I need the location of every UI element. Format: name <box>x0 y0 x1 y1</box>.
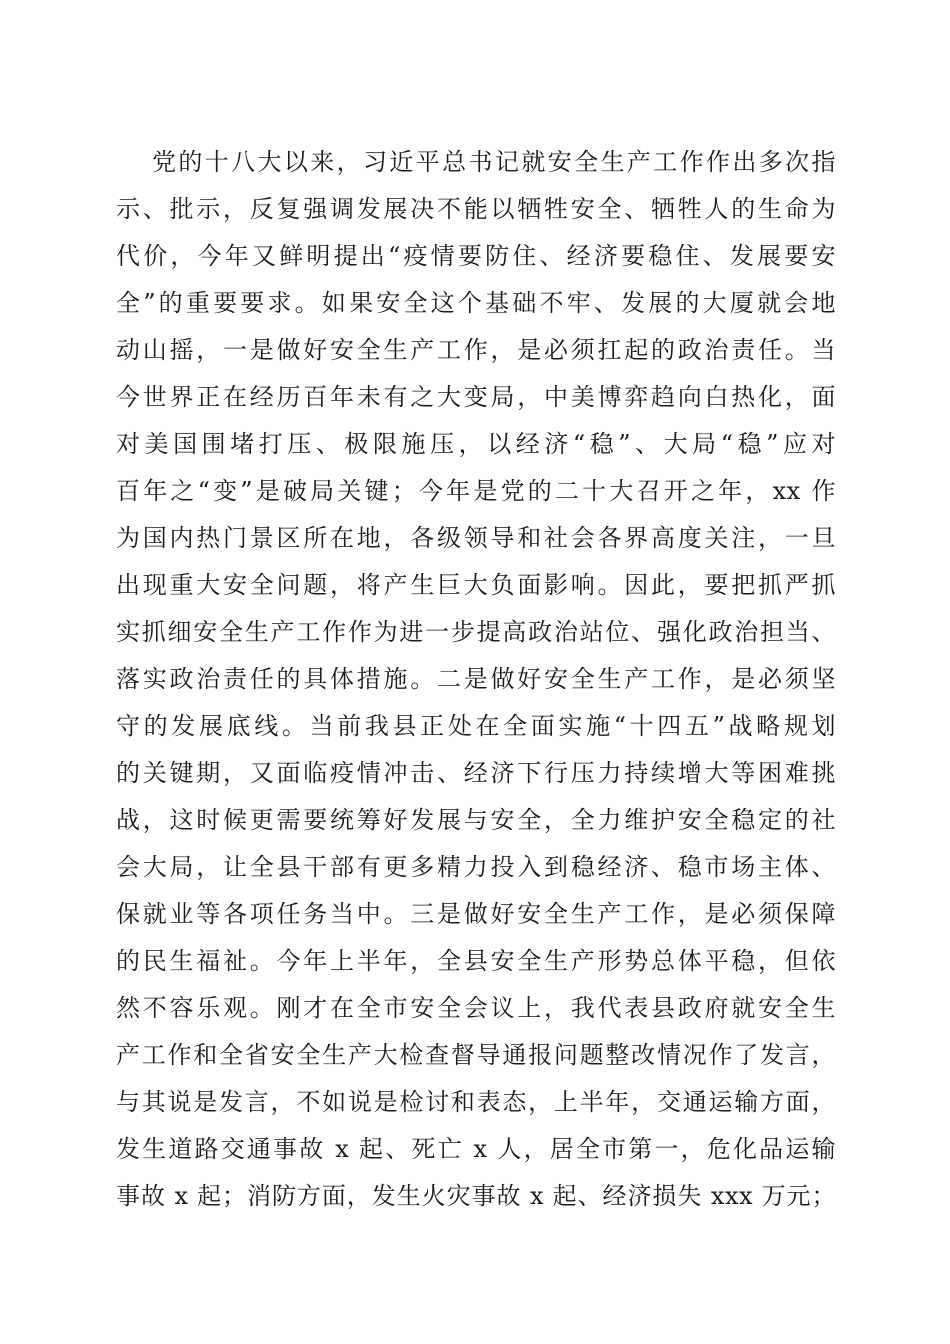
paragraph-line-23: 事故 x 起；消防方面，发生火灾事故 x 起、经济损失 xxx 万元； <box>116 1182 836 1210</box>
paragraph-line-15: 战，这时候更需要统筹好发展与安全，全力维护安全稳定的社 <box>116 806 836 834</box>
paragraph-line-6: 今世界正在经历百年未有之大变局，中美博弈趋向白热化，面 <box>116 383 836 411</box>
paragraph-line-11: 实抓细安全生产工作作为进一步提高政治站位、强化政治担当、 <box>116 618 836 646</box>
paragraph-line-12: 落实政治责任的具体措施。二是做好安全生产工作，是必须坚 <box>116 665 836 693</box>
paragraph-line-9: 为国内热门景区所在地，各级领导和社会各界高度关注，一旦 <box>116 524 836 552</box>
paragraph-line-19: 然不容乐观。刚才在全市安全会议上，我代表县政府就安全生 <box>116 994 836 1022</box>
paragraph-line-20: 产工作和全省安全生产大检查督导通报问题整改情况作了发言， <box>116 1041 836 1069</box>
paragraph-line-10: 出现重大安全问题，将产生巨大负面影响。因此，要把抓严抓 <box>116 571 836 599</box>
paragraph-line-18: 的民生福祉。今年上半年，全县安全生产形势总体平稳，但依 <box>116 947 836 975</box>
paragraph-line-2: 示、批示，反复强调发展决不能以牺牲安全、牺牲人的生命为 <box>116 195 836 223</box>
body-paragraph <box>116 139 836 1220</box>
paragraph-line-4: 全”的重要要求。如果安全这个基础不牢、发展的大厦就会地 <box>116 289 836 317</box>
paragraph-line-8: 百年之“变”是破局关键；今年是党的二十大召开之年，xx 作 <box>116 477 836 505</box>
paragraph-line-5: 动山摇，一是做好安全生产工作，是必须扛起的政治责任。当 <box>116 336 836 364</box>
paragraph-line-7: 对美国围堵打压、极限施压，以经济“稳”、大局“稳”应对 <box>116 430 836 458</box>
paragraph-line-1: 党的十八大以来，习近平总书记就安全生产工作作出多次指 <box>152 148 836 176</box>
paragraph-line-13: 守的发展底线。当前我县正处在全面实施“十四五”战略规划 <box>116 712 836 740</box>
paragraph-line-14: 的关键期，又面临疫情冲击、经济下行压力持续增大等困难挑 <box>116 759 836 787</box>
paragraph-line-16: 会大局，让全县干部有更多精力投入到稳经济、稳市场主体、 <box>116 853 836 881</box>
paragraph-line-17: 保就业等各项任务当中。三是做好安全生产工作，是必须保障 <box>116 900 836 928</box>
paragraph-line-3: 代价，今年又鲜明提出“疫情要防住、经济要稳住、发展要安 <box>116 242 836 270</box>
paragraph-line-21: 与其说是发言，不如说是检讨和表态，上半年，交通运输方面， <box>116 1088 836 1116</box>
paragraph-line-22: 发生道路交通事故 x 起、死亡 x 人，居全市第一，危化品运输 <box>116 1135 836 1163</box>
